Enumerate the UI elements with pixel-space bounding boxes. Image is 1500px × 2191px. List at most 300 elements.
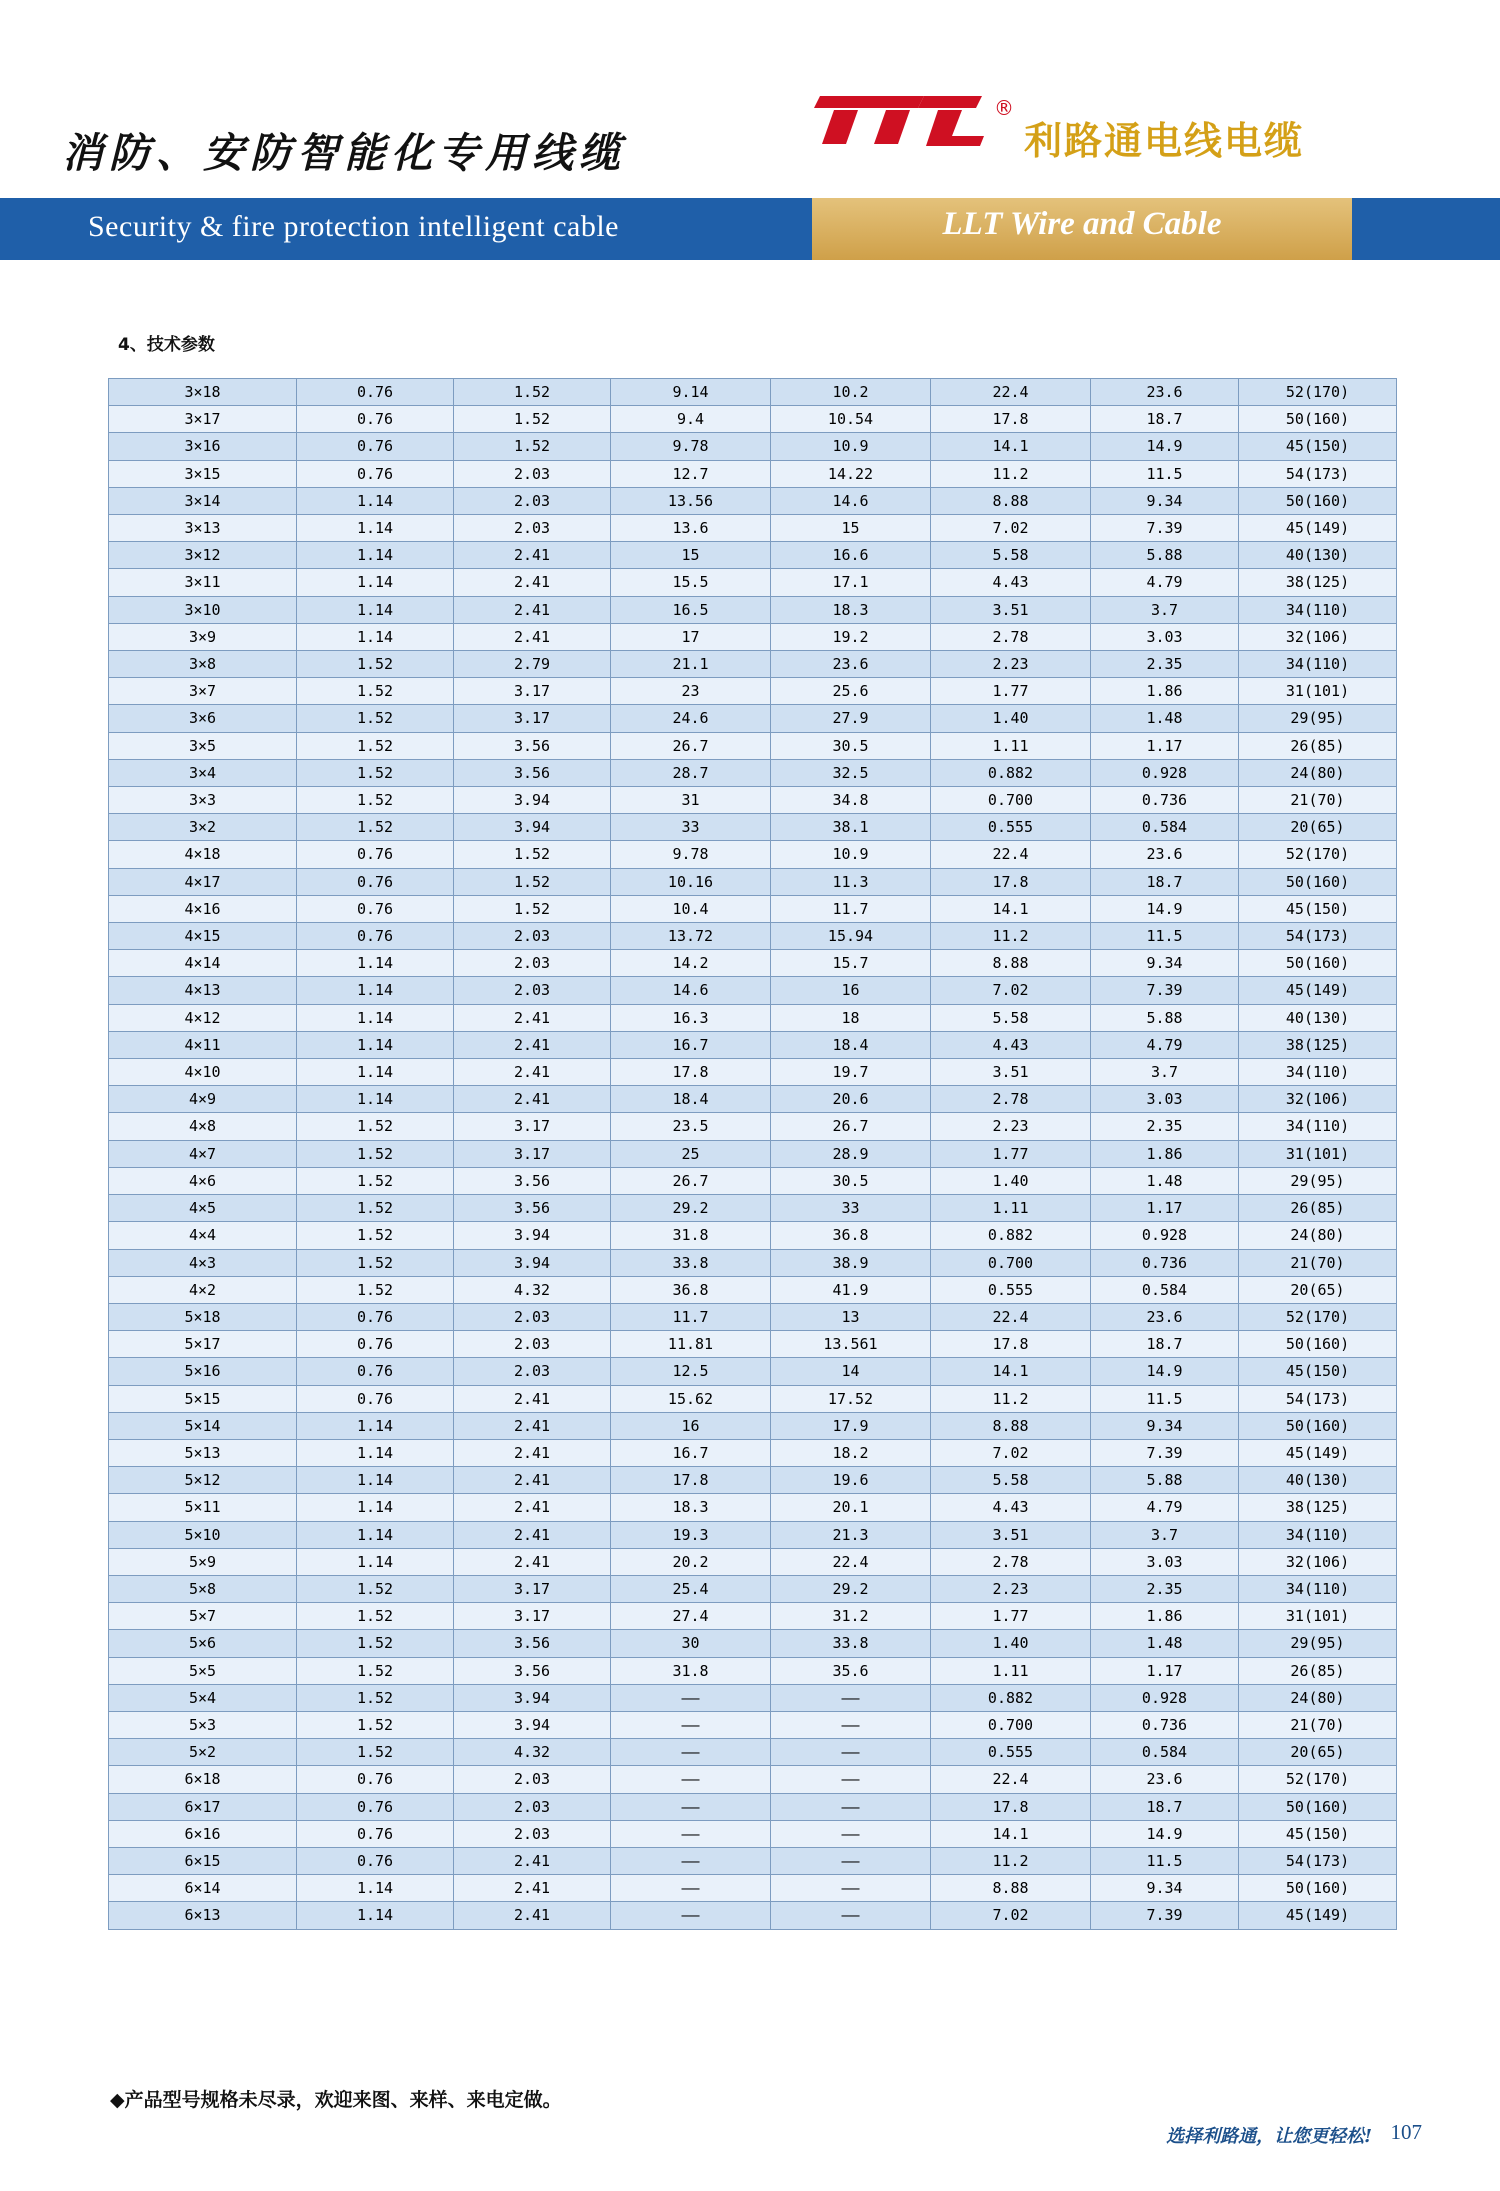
table-cell: 13.72 xyxy=(611,923,771,950)
table-cell: 0.76 xyxy=(297,1331,454,1358)
table-row xyxy=(109,868,1397,895)
table-cell: 10.9 xyxy=(771,433,931,460)
table-cell: 14.9 xyxy=(1091,433,1239,460)
table-cell: 2.41 xyxy=(454,1847,611,1874)
table-cell: 3.7 xyxy=(1091,1521,1239,1548)
table-cell: 18.7 xyxy=(1091,1793,1239,1820)
table-cell: 0.700 xyxy=(931,1711,1091,1738)
table-cell-spec: 3×7 xyxy=(109,678,297,705)
table-cell: 17.8 xyxy=(611,1059,771,1086)
table-cell: 1.14 xyxy=(297,596,454,623)
table-cell: 1.11 xyxy=(931,1657,1091,1684)
table-cell: 19.6 xyxy=(771,1467,931,1494)
table-cell: 2.41 xyxy=(454,569,611,596)
table-cell: 38(125) xyxy=(1239,569,1397,596)
table-cell: 2.03 xyxy=(454,1793,611,1820)
brand-name-en: LLT Wire and Cable xyxy=(942,206,1222,242)
table-cell-spec: 5×16 xyxy=(109,1358,297,1385)
table-cell: 1.14 xyxy=(297,977,454,1004)
table-cell: 26(85) xyxy=(1239,732,1397,759)
table-cell: 32(106) xyxy=(1239,1548,1397,1575)
table-cell: 2.41 xyxy=(454,542,611,569)
table-cell: 17.8 xyxy=(611,1467,771,1494)
table-cell: —— xyxy=(771,1820,931,1847)
table-cell-spec: 5×9 xyxy=(109,1548,297,1575)
table-cell: 22.4 xyxy=(931,379,1091,406)
table-cell-spec: 3×5 xyxy=(109,732,297,759)
table-cell: 3.56 xyxy=(454,1195,611,1222)
table-cell: 5.88 xyxy=(1091,542,1239,569)
table-cell: 0.928 xyxy=(1091,1684,1239,1711)
table-row xyxy=(109,1031,1397,1058)
table-cell: 1.52 xyxy=(454,406,611,433)
spec-table-wrap xyxy=(108,378,1396,1930)
table-cell: 16.3 xyxy=(611,1004,771,1031)
table-cell: 2.03 xyxy=(454,1331,611,1358)
table-cell: 50(160) xyxy=(1239,406,1397,433)
table-cell: 1.14 xyxy=(297,1902,454,1929)
table-row xyxy=(109,1766,1397,1793)
table-cell-spec: 3×11 xyxy=(109,569,297,596)
table-cell: —— xyxy=(771,1711,931,1738)
table-cell: 3.17 xyxy=(454,678,611,705)
table-cell: 1.14 xyxy=(297,1494,454,1521)
table-cell: 1.14 xyxy=(297,623,454,650)
table-cell-spec: 3×10 xyxy=(109,596,297,623)
table-cell: 31(101) xyxy=(1239,678,1397,705)
table-row xyxy=(109,651,1397,678)
table-cell: 34(110) xyxy=(1239,1059,1397,1086)
table-cell: 23.6 xyxy=(1091,1766,1239,1793)
table-cell: 1.52 xyxy=(297,1222,454,1249)
table-cell: 11.2 xyxy=(931,1847,1091,1874)
table-cell-spec: 4×17 xyxy=(109,868,297,895)
table-cell: 8.88 xyxy=(931,950,1091,977)
table-cell: 5.58 xyxy=(931,1467,1091,1494)
table-cell: 2.23 xyxy=(931,1575,1091,1602)
table-cell: —— xyxy=(611,1875,771,1902)
table-cell: 11.5 xyxy=(1091,1847,1239,1874)
table-cell: 24(80) xyxy=(1239,1222,1397,1249)
table-cell: 45(149) xyxy=(1239,515,1397,542)
table-cell-spec: 5×6 xyxy=(109,1630,297,1657)
table-cell: 2.78 xyxy=(931,623,1091,650)
table-cell: 1.52 xyxy=(297,705,454,732)
table-cell: 7.02 xyxy=(931,977,1091,1004)
table-cell: 50(160) xyxy=(1239,1412,1397,1439)
table-cell: 40(130) xyxy=(1239,1004,1397,1031)
table-cell: 1.52 xyxy=(297,732,454,759)
table-cell: 15.94 xyxy=(771,923,931,950)
table-cell-spec: 5×11 xyxy=(109,1494,297,1521)
footer-note: ◆产品型号规格未尽录，欢迎来图、来样、来电定做。 xyxy=(110,2089,562,2111)
table-cell: 0.882 xyxy=(931,759,1091,786)
table-row xyxy=(109,1086,1397,1113)
section-title: 4、技术参数 xyxy=(118,335,215,355)
table-cell: 2.41 xyxy=(454,1467,611,1494)
table-cell: 3.7 xyxy=(1091,1059,1239,1086)
table-cell: —— xyxy=(771,1902,931,1929)
table-cell: 22.4 xyxy=(771,1548,931,1575)
table-cell: 17.1 xyxy=(771,569,931,596)
table-cell-spec: 6×14 xyxy=(109,1875,297,1902)
table-row xyxy=(109,923,1397,950)
table-cell: 45(149) xyxy=(1239,977,1397,1004)
table-cell: 2.78 xyxy=(931,1548,1091,1575)
table-cell: 2.03 xyxy=(454,460,611,487)
table-row xyxy=(109,406,1397,433)
table-cell: 34.8 xyxy=(771,787,931,814)
table-cell: 4.43 xyxy=(931,1494,1091,1521)
table-cell: 10.2 xyxy=(771,379,931,406)
table-cell-spec: 5×7 xyxy=(109,1603,297,1630)
table-row xyxy=(109,841,1397,868)
table-cell: 28.7 xyxy=(611,759,771,786)
table-cell: 7.39 xyxy=(1091,1902,1239,1929)
table-row xyxy=(109,1439,1397,1466)
table-row xyxy=(109,1847,1397,1874)
table-cell: 16.6 xyxy=(771,542,931,569)
table-row xyxy=(109,1059,1397,1086)
table-cell: 9.34 xyxy=(1091,1875,1239,1902)
brand-block xyxy=(812,88,1352,168)
table-cell: 34(110) xyxy=(1239,651,1397,678)
table-cell-spec: 3×12 xyxy=(109,542,297,569)
table-cell: 3.94 xyxy=(454,1711,611,1738)
table-cell: 1.52 xyxy=(454,841,611,868)
table-cell: 0.76 xyxy=(297,433,454,460)
table-cell: 2.41 xyxy=(454,1385,611,1412)
table-cell: 8.88 xyxy=(931,487,1091,514)
table-cell: —— xyxy=(611,1793,771,1820)
table-cell: 15.7 xyxy=(771,950,931,977)
table-cell: —— xyxy=(771,1684,931,1711)
table-cell: 31.8 xyxy=(611,1657,771,1684)
table-cell: 25.6 xyxy=(771,678,931,705)
table-cell: 3.03 xyxy=(1091,1086,1239,1113)
table-cell-spec: 4×12 xyxy=(109,1004,297,1031)
table-cell: 1.40 xyxy=(931,1167,1091,1194)
table-cell: 11.5 xyxy=(1091,923,1239,950)
table-cell: 3.56 xyxy=(454,1657,611,1684)
table-cell: 0.584 xyxy=(1091,1739,1239,1766)
table-cell: 2.41 xyxy=(454,623,611,650)
table-cell: 50(160) xyxy=(1239,950,1397,977)
table-row xyxy=(109,1303,1397,1330)
table-cell: 2.03 xyxy=(454,515,611,542)
table-cell: 1.52 xyxy=(454,379,611,406)
table-cell: 38.9 xyxy=(771,1249,931,1276)
table-cell: 0.76 xyxy=(297,1793,454,1820)
table-row xyxy=(109,1630,1397,1657)
registered-trademark-icon: ® xyxy=(994,96,1014,120)
table-cell: 1.52 xyxy=(297,1113,454,1140)
table-cell: 19.3 xyxy=(611,1521,771,1548)
table-cell: 20(65) xyxy=(1239,1739,1397,1766)
table-cell: 5.58 xyxy=(931,542,1091,569)
table-cell: 0.736 xyxy=(1091,1249,1239,1276)
table-cell: 2.41 xyxy=(454,1875,611,1902)
table-row xyxy=(109,732,1397,759)
table-row xyxy=(109,460,1397,487)
table-cell: 2.41 xyxy=(454,1902,611,1929)
table-cell: 3.56 xyxy=(454,1167,611,1194)
table-cell: 9.34 xyxy=(1091,1412,1239,1439)
table-cell: 14.9 xyxy=(1091,895,1239,922)
table-cell: 13.56 xyxy=(611,487,771,514)
table-cell: 7.02 xyxy=(931,1902,1091,1929)
footer-slogan: 选择利路通，让您更轻松! xyxy=(1166,2126,1372,2147)
table-cell: 15.5 xyxy=(611,569,771,596)
table-cell: 23.6 xyxy=(1091,1303,1239,1330)
table-cell: 19.7 xyxy=(771,1059,931,1086)
table-cell: 1.52 xyxy=(297,1739,454,1766)
table-cell-spec: 5×18 xyxy=(109,1303,297,1330)
table-cell: 2.03 xyxy=(454,487,611,514)
table-cell: 24(80) xyxy=(1239,759,1397,786)
table-cell: 20(65) xyxy=(1239,814,1397,841)
table-cell: 2.41 xyxy=(454,1059,611,1086)
table-cell: 0.76 xyxy=(297,1820,454,1847)
table-row xyxy=(109,433,1397,460)
table-row xyxy=(109,1521,1397,1548)
table-cell-spec: 4×7 xyxy=(109,1140,297,1167)
table-cell: —— xyxy=(611,1820,771,1847)
table-cell: 17.8 xyxy=(931,406,1091,433)
table-cell: 29.2 xyxy=(611,1195,771,1222)
table-row xyxy=(109,569,1397,596)
table-cell: 1.14 xyxy=(297,487,454,514)
table-cell: 17.52 xyxy=(771,1385,931,1412)
table-cell: 50(160) xyxy=(1239,1331,1397,1358)
table-cell: 16.7 xyxy=(611,1031,771,1058)
page-number: 107 xyxy=(1390,2120,1422,2144)
table-cell: 14.1 xyxy=(931,433,1091,460)
table-cell: 3.56 xyxy=(454,759,611,786)
table-row xyxy=(109,1167,1397,1194)
table-row xyxy=(109,787,1397,814)
table-cell: 34(110) xyxy=(1239,1521,1397,1548)
table-cell-spec: 3×4 xyxy=(109,759,297,786)
table-cell-spec: 4×13 xyxy=(109,977,297,1004)
table-cell: 18.7 xyxy=(1091,1331,1239,1358)
table-cell: 0.700 xyxy=(931,787,1091,814)
table-cell: —— xyxy=(771,1766,931,1793)
table-cell: 25.4 xyxy=(611,1575,771,1602)
table-cell: 35.6 xyxy=(771,1657,931,1684)
table-cell: 7.02 xyxy=(931,1439,1091,1466)
table-cell-spec: 4×11 xyxy=(109,1031,297,1058)
table-cell: 3.7 xyxy=(1091,596,1239,623)
table-cell: 7.02 xyxy=(931,515,1091,542)
table-cell: —— xyxy=(771,1793,931,1820)
table-cell: 16 xyxy=(611,1412,771,1439)
table-row xyxy=(109,1657,1397,1684)
table-cell: 0.76 xyxy=(297,1385,454,1412)
table-cell: 18.4 xyxy=(611,1086,771,1113)
table-cell: 0.584 xyxy=(1091,1276,1239,1303)
table-cell: 14.9 xyxy=(1091,1820,1239,1847)
table-cell-spec: 3×17 xyxy=(109,406,297,433)
table-cell: 3.94 xyxy=(454,1249,611,1276)
table-cell: 1.52 xyxy=(297,1195,454,1222)
table-cell: 2.03 xyxy=(454,977,611,1004)
table-cell: 19.2 xyxy=(771,623,931,650)
table-cell: 2.41 xyxy=(454,1521,611,1548)
table-cell: 1.14 xyxy=(297,1004,454,1031)
table-cell: 0.584 xyxy=(1091,814,1239,841)
table-cell: 13.6 xyxy=(611,515,771,542)
table-cell: 2.03 xyxy=(454,950,611,977)
header-side-bar xyxy=(1440,198,1500,260)
table-cell: 16.5 xyxy=(611,596,771,623)
table-cell: 7.39 xyxy=(1091,515,1239,542)
table-row xyxy=(109,814,1397,841)
table-cell: 1.86 xyxy=(1091,1140,1239,1167)
table-cell: 26.7 xyxy=(771,1113,931,1140)
table-cell: 10.54 xyxy=(771,406,931,433)
table-cell: 7.39 xyxy=(1091,977,1239,1004)
table-cell: 1.52 xyxy=(297,1711,454,1738)
table-cell: 29(95) xyxy=(1239,1167,1397,1194)
table-cell: 4.43 xyxy=(931,569,1091,596)
table-cell: 3.51 xyxy=(931,1059,1091,1086)
table-cell-spec: 3×6 xyxy=(109,705,297,732)
table-cell-spec: 4×18 xyxy=(109,841,297,868)
table-row xyxy=(109,542,1397,569)
table-cell: 40(130) xyxy=(1239,542,1397,569)
table-cell: 1.52 xyxy=(297,1276,454,1303)
table-cell: 24(80) xyxy=(1239,1684,1397,1711)
table-cell: —— xyxy=(611,1684,771,1711)
table-row xyxy=(109,1140,1397,1167)
table-cell: 2.03 xyxy=(454,1766,611,1793)
table-cell-spec: 6×13 xyxy=(109,1902,297,1929)
table-cell: 27.9 xyxy=(771,705,931,732)
table-cell: 31 xyxy=(611,787,771,814)
table-cell: 14.2 xyxy=(611,950,771,977)
table-cell: 21(70) xyxy=(1239,787,1397,814)
table-cell: —— xyxy=(611,1739,771,1766)
table-row xyxy=(109,1575,1397,1602)
table-row xyxy=(109,379,1397,406)
table-row xyxy=(109,623,1397,650)
table-cell: 0.76 xyxy=(297,379,454,406)
table-cell: 2.03 xyxy=(454,1820,611,1847)
table-cell: 0.76 xyxy=(297,868,454,895)
table-cell: 2.23 xyxy=(931,1113,1091,1140)
table-cell: 1.52 xyxy=(297,1249,454,1276)
table-cell: 31(101) xyxy=(1239,1603,1397,1630)
table-row xyxy=(109,1820,1397,1847)
table-cell: 52(170) xyxy=(1239,841,1397,868)
table-row xyxy=(109,678,1397,705)
table-cell: 15 xyxy=(611,542,771,569)
table-cell: 23.6 xyxy=(1091,379,1239,406)
table-cell-spec: 5×5 xyxy=(109,1657,297,1684)
table-cell: 33 xyxy=(771,1195,931,1222)
table-cell: 20.1 xyxy=(771,1494,931,1521)
table-cell: 2.41 xyxy=(454,596,611,623)
table-row xyxy=(109,1331,1397,1358)
table-cell: 3.51 xyxy=(931,1521,1091,1548)
header-title-en: Security & fire protection intelligent cable xyxy=(88,210,619,243)
table-row xyxy=(109,596,1397,623)
table-cell: —— xyxy=(611,1711,771,1738)
table-cell: 14.6 xyxy=(771,487,931,514)
table-cell: 18.4 xyxy=(771,1031,931,1058)
table-cell: 0.555 xyxy=(931,1739,1091,1766)
table-cell: 1.52 xyxy=(297,1167,454,1194)
table-cell: 34(110) xyxy=(1239,1575,1397,1602)
page-header xyxy=(0,0,1500,272)
table-cell: 13 xyxy=(771,1303,931,1330)
table-cell: 18.7 xyxy=(1091,868,1239,895)
table-cell: 1.17 xyxy=(1091,732,1239,759)
table-cell: 0.76 xyxy=(297,460,454,487)
table-cell-spec: 4×4 xyxy=(109,1222,297,1249)
table-cell: 1.14 xyxy=(297,1031,454,1058)
table-row xyxy=(109,515,1397,542)
table-cell-spec: 6×15 xyxy=(109,1847,297,1874)
table-cell: 10.16 xyxy=(611,868,771,895)
table-cell: 31.8 xyxy=(611,1222,771,1249)
table-cell: 1.14 xyxy=(297,515,454,542)
table-cell: 1.77 xyxy=(931,1140,1091,1167)
table-cell: 54(173) xyxy=(1239,460,1397,487)
table-cell: 52(170) xyxy=(1239,1303,1397,1330)
table-cell: 0.76 xyxy=(297,1358,454,1385)
table-cell: 2.41 xyxy=(454,1031,611,1058)
table-cell: 50(160) xyxy=(1239,868,1397,895)
table-cell: 3.56 xyxy=(454,1630,611,1657)
table-cell: 31(101) xyxy=(1239,1140,1397,1167)
table-cell: 9.78 xyxy=(611,433,771,460)
table-cell: 3.17 xyxy=(454,705,611,732)
table-cell: 2.03 xyxy=(454,1303,611,1330)
table-cell: 2.03 xyxy=(454,923,611,950)
table-cell: 15 xyxy=(771,515,931,542)
table-cell-spec: 5×17 xyxy=(109,1331,297,1358)
table-cell: 11.7 xyxy=(611,1303,771,1330)
table-row xyxy=(109,1113,1397,1140)
table-cell: 17.8 xyxy=(931,1793,1091,1820)
table-cell: 11.81 xyxy=(611,1331,771,1358)
table-cell: 2.41 xyxy=(454,1494,611,1521)
table-cell: 3.94 xyxy=(454,814,611,841)
table-cell: 40(130) xyxy=(1239,1467,1397,1494)
table-row xyxy=(109,1603,1397,1630)
table-row xyxy=(109,1684,1397,1711)
table-cell: 17.8 xyxy=(931,1331,1091,1358)
table-cell: 45(149) xyxy=(1239,1439,1397,1466)
technical-parameters-table xyxy=(108,378,1397,1930)
table-cell: 1.14 xyxy=(297,1412,454,1439)
table-cell-spec: 6×16 xyxy=(109,1820,297,1847)
table-cell: 11.5 xyxy=(1091,460,1239,487)
table-cell-spec: 5×2 xyxy=(109,1739,297,1766)
table-cell: 0.76 xyxy=(297,841,454,868)
table-cell: 29(95) xyxy=(1239,1630,1397,1657)
table-cell: 1.52 xyxy=(297,1657,454,1684)
table-cell: 45(150) xyxy=(1239,433,1397,460)
table-cell: 38.1 xyxy=(771,814,931,841)
table-cell-spec: 5×12 xyxy=(109,1467,297,1494)
table-cell: 45(150) xyxy=(1239,1358,1397,1385)
table-cell: 11.2 xyxy=(931,1385,1091,1412)
table-cell-spec: 5×15 xyxy=(109,1385,297,1412)
table-cell: 1.52 xyxy=(297,1575,454,1602)
